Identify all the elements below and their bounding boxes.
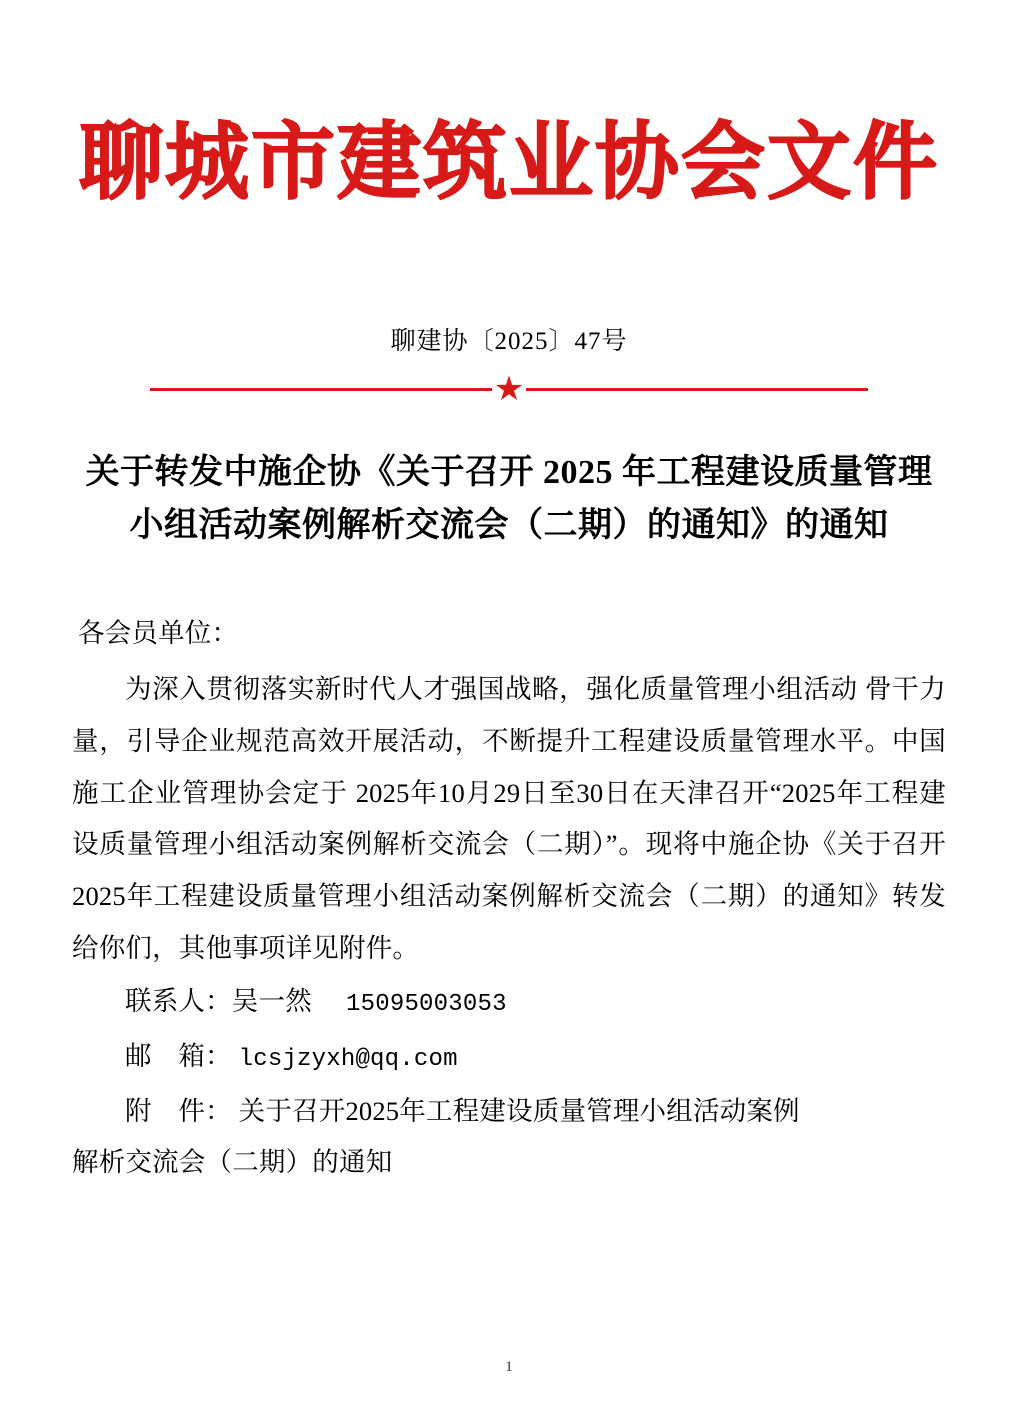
attachment-line: [72, 1086, 946, 1138]
red-star-icon: ★: [493, 371, 525, 409]
document-number: 聊建协〔2025〕47号: [390, 328, 628, 356]
page-title: 关于转发中施企协《关于召开 2025 年工程建设质量管理小组活动案例解析交流会（二期）的通知》的通知: [85, 454, 933, 544]
email-label: 邮 箱：: [125, 1040, 232, 1071]
red-separator: [72, 373, 946, 407]
email-value: lcsjzyxh@qq.com: [238, 1045, 458, 1073]
contact-email-line: [72, 1031, 946, 1084]
page-number: 1: [505, 1359, 513, 1375]
attachment-value-line1: 关于召开2025年工程建设质量管理小组活动案例: [238, 1095, 800, 1126]
contact-person-line: [72, 976, 946, 1029]
contact-person-label: 联系人：吴一然: [125, 986, 312, 1017]
contact-phone: 15095003053: [346, 991, 507, 1019]
document-header: [72, 0, 946, 211]
attachment-label: 附 件：: [125, 1095, 232, 1126]
body-paragraph-1: 为深入贯彻落实新时代人才强国战略，强化质量管理小组活动 骨干力量，引导企业规范高效开展活动，不断提升工程建设质量管理水平。中国施工企业管理协会定于 2025年10月29日至30日在天津召开“2025年工程建设质量管理小组活动案例解析交流会（二期）”。现将中施企协《关于召开2025年工程建设质量管理小组活动案例解析交流会（二期）的通知》转发给你们，其他事项详见附件。: [72, 674, 946, 963]
attachment-value-line2: 解析交流会（二期）的通知: [72, 1147, 393, 1178]
organization-title: 聊城市建筑业协会文件: [78, 112, 939, 211]
salutation: 各会员单位：: [78, 618, 239, 649]
document-body: [72, 608, 946, 1189]
